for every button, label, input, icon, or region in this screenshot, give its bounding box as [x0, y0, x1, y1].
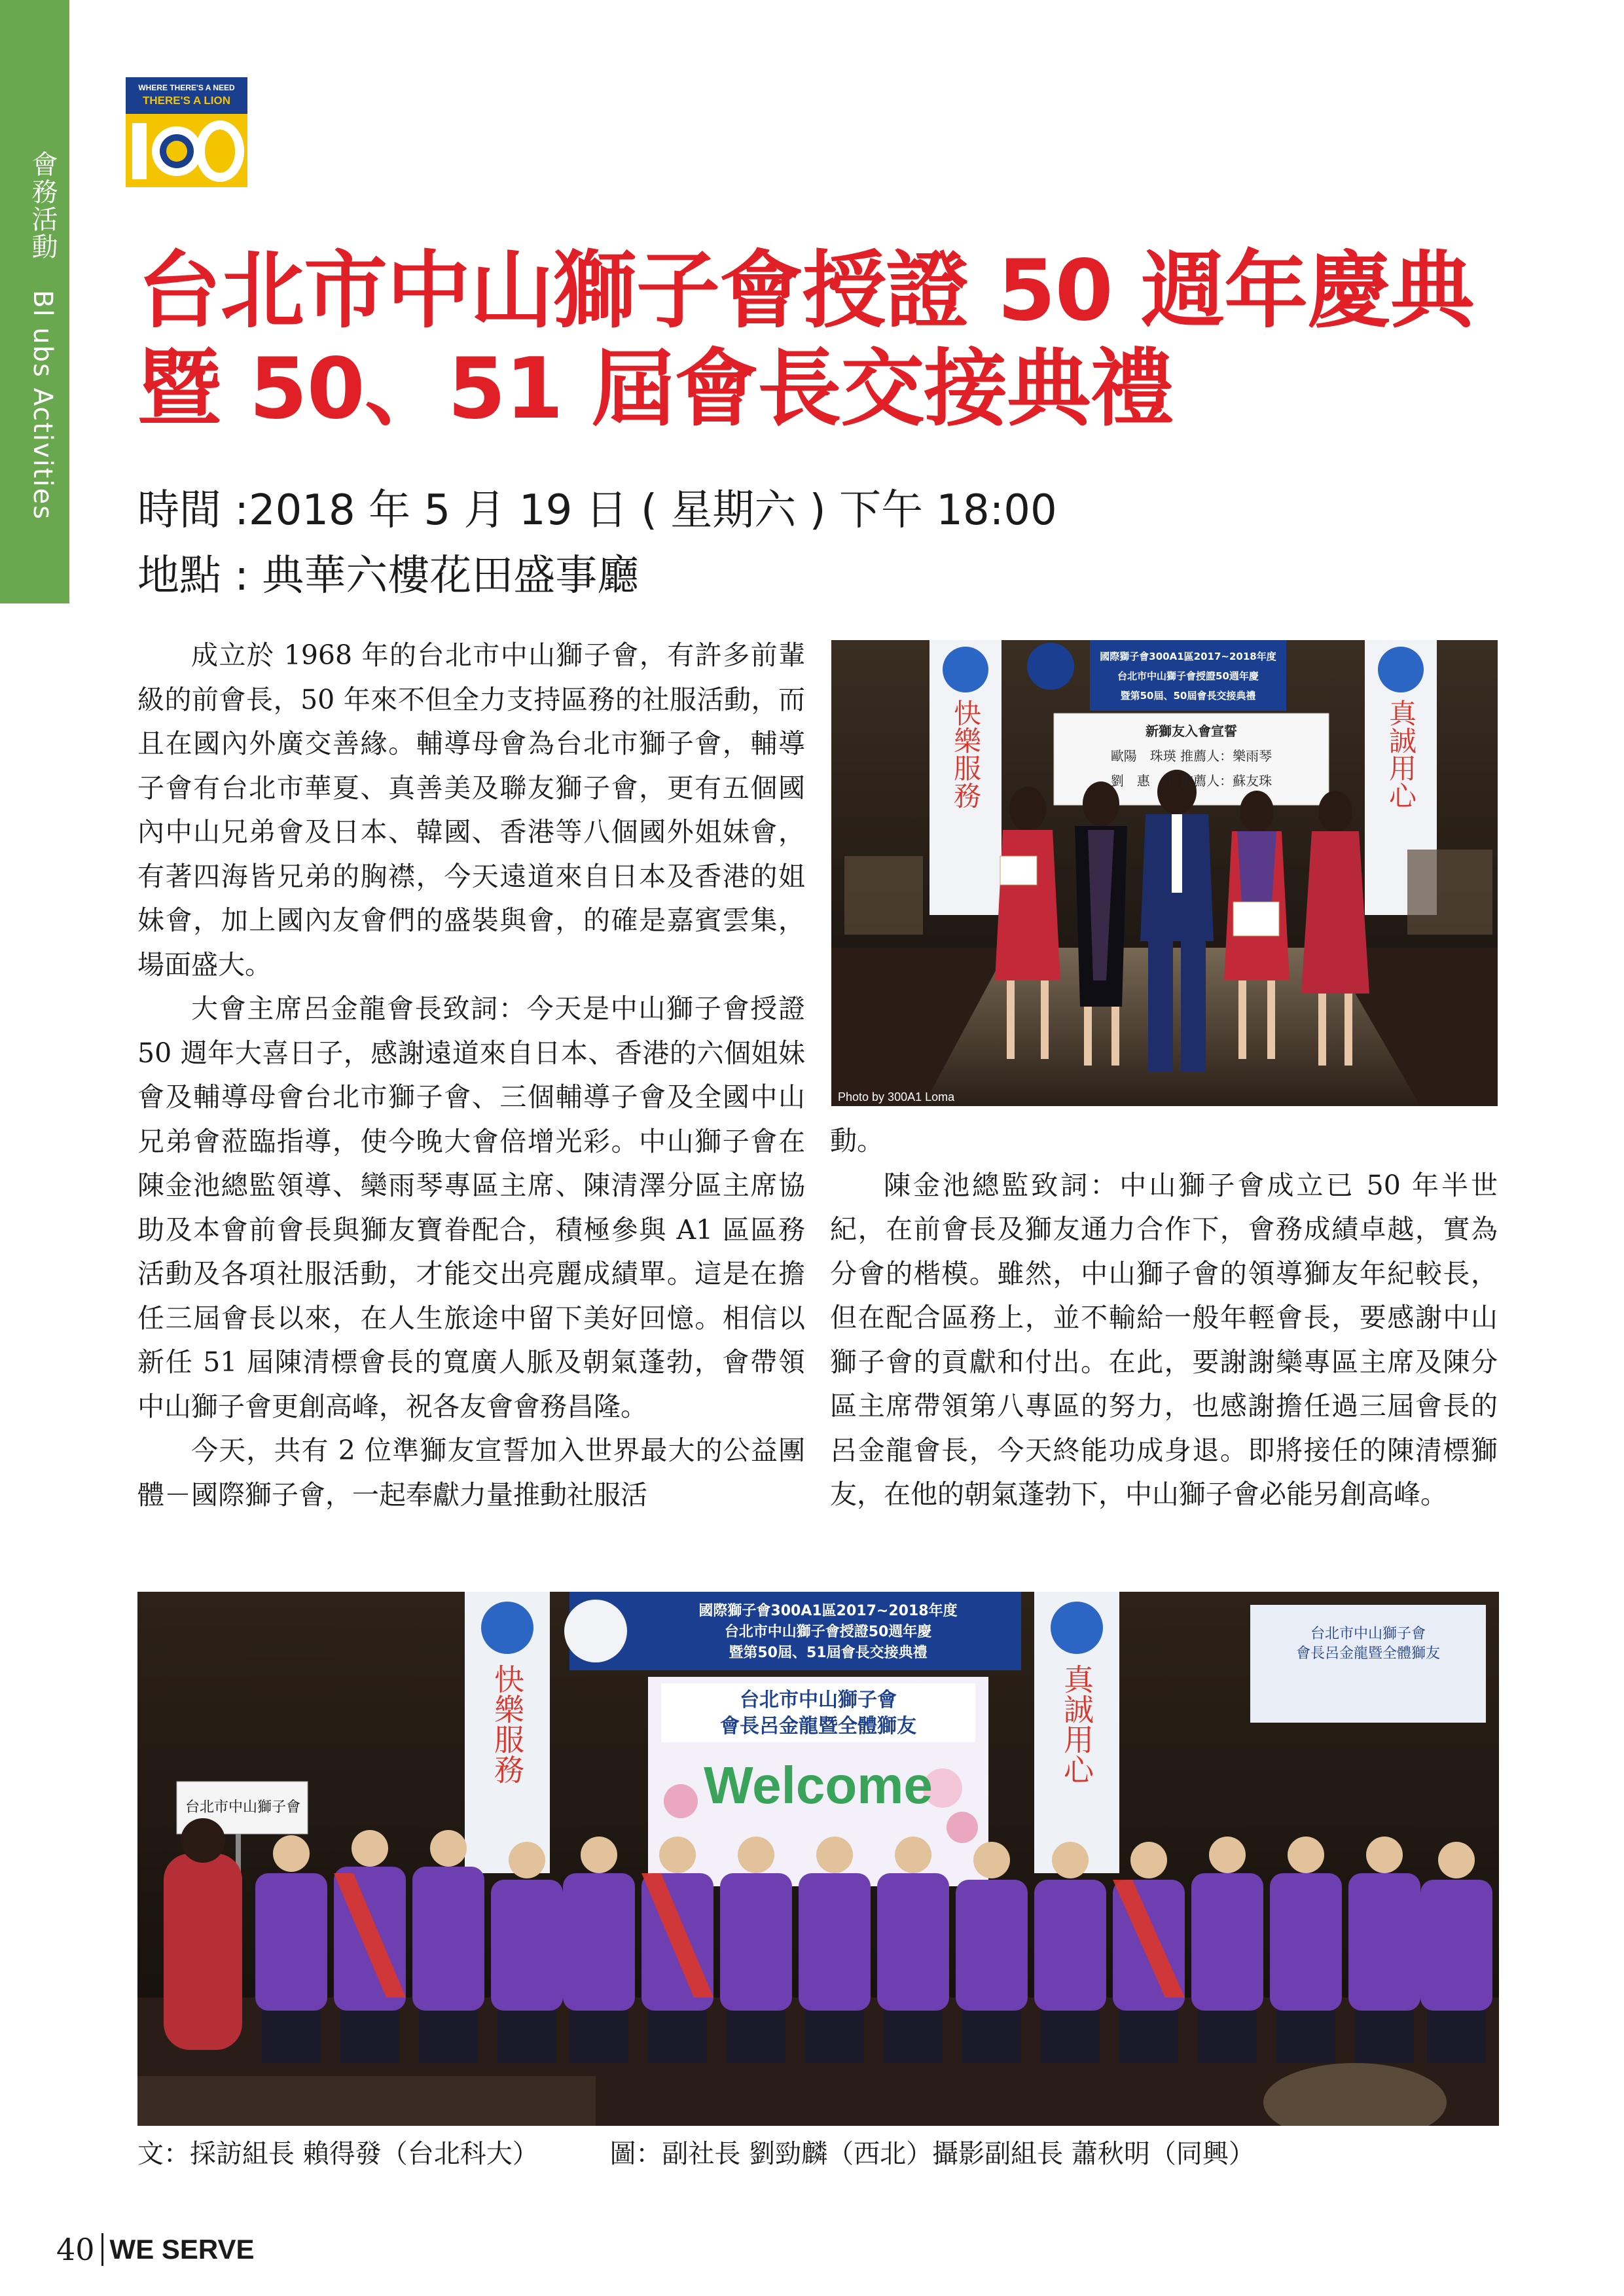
lions-centennial-logo	[126, 77, 247, 187]
photo2-banner-line3: 暨第50屆、51屆會長交接典禮	[729, 1645, 928, 1661]
article-column-right	[830, 1119, 1498, 1517]
photo1-banner-line2: 台北市中山獅子會授證50週年慶	[1117, 670, 1259, 682]
photo1-banner-line3: 暨第50屆、50屆會長交接典禮	[1120, 690, 1256, 702]
paragraph-3-continued: 動。	[830, 1125, 884, 1157]
photo1-left-pillar: 快樂服務	[950, 699, 982, 809]
photo2-welcome: Welcome	[704, 1756, 933, 1814]
page-number: 40	[56, 2232, 95, 2267]
logo-ribbon-line1: WHERE THERE'S A NEED	[138, 83, 235, 92]
photo1-right-pillar: 真誠用心	[1385, 699, 1417, 809]
photo1-sign-row2: 劉 惠 平 推薦人：蘇友珠	[1110, 773, 1272, 789]
logo-ribbon	[126, 77, 247, 114]
photo2-banner-line1: 國際獅子會300A1區2017~2018年度	[698, 1603, 958, 1619]
photo2-left-pillar: 快樂服務	[490, 1664, 525, 1784]
title-line2: 暨 50、51 屆會長交接典禮	[137, 340, 1174, 438]
photo1-credit: Photo by 300A1 Loma	[838, 1090, 955, 1103]
photo2-screen-line1: 台北市中山獅子會	[740, 1689, 897, 1712]
photo-group-members-scene	[137, 1592, 1499, 2126]
article-title	[137, 242, 1525, 439]
section-side-tab	[0, 0, 69, 603]
photo2-right-screen	[1263, 1624, 1473, 1664]
event-meta	[137, 478, 1057, 609]
photo1-sign	[1054, 719, 1329, 793]
footer-divider	[101, 2233, 103, 2266]
photo1-banner	[1090, 647, 1286, 706]
photo1-sign-title: 新獅友入會宣誓	[1146, 723, 1237, 739]
photo2-screen-line2: 會長呂金龍暨全體獅友	[720, 1715, 916, 1738]
caption-text-credit: 文：採訪組長 賴得發（台北科大）	[137, 2139, 539, 2169]
logo-ribbon-line2: THERE'S A LION	[142, 94, 231, 107]
photo-caption	[137, 2138, 1512, 2170]
page-footer	[56, 2232, 255, 2269]
footer-brand: WE SERVE	[109, 2234, 255, 2265]
photo2-banner-line2: 台北市中山獅子會授證50週年慶	[724, 1624, 932, 1640]
lions-100-emblem-icon	[126, 114, 247, 187]
section-label-zh: 會務活動	[27, 151, 58, 260]
photo2-right-screen-line2: 會長呂金龍暨全體獅友	[1295, 1645, 1440, 1662]
event-place: 地點 : 典華六樓花田盛事廳	[137, 552, 640, 600]
photo1-banner-line1: 國際獅子會300A1區2017~2018年度	[1100, 651, 1276, 662]
photo2-banner	[635, 1601, 1021, 1664]
caption-photo-credit: 圖：副社長 劉勁麟（西北）攝影副組長 蕭秋明（同興）	[609, 2139, 1255, 2169]
paragraph-2: 大會主席呂金龍會長致詞：今天是中山獅子會授證 50 週年大喜日子，感謝遠道來自日本、香港的六個姐妹會及輔導母會台北市獅子會、三個輔導子會及全國中山兄弟會蒞臨指導，使今晚大會倍增光彩。中山獅子會在陳金池總監領導、欒雨琴專區主席、陳清澤分區主席協助及本會前會長與獅友寶眷配合，積極參與 A1 區區務活動及各項社服活動，才能交出亮麗成績單。這是在擔任三屆會長以來，在人生旅途中留下美好回憶。相信以新任 51 屆陳清標會長的寬廣人脈及朝氣蓬勃，會帶領中山獅子會更創高峰，祝各友會會務昌隆。	[137, 993, 805, 1422]
photo-new-members-oath	[831, 640, 1498, 1106]
section-label-en: Bl ubs Activities	[27, 289, 58, 520]
event-time: 時間 :2018 年 5 月 19 日 ( 星期六 ) 下午 18:00	[137, 486, 1057, 535]
photo2-screen	[661, 1687, 975, 1740]
photo2-right-screen-line1: 台北市中山獅子會	[1310, 1626, 1426, 1642]
paragraph-3: 今天，共有 2 位準獅友宣誓加入世界最大的公益團體－國際獅子會，一起奉獻力量推動社服活	[137, 1435, 805, 1511]
section-label	[9, 151, 62, 520]
paragraph-1: 成立於 1968 年的台北市中山獅子會，有許多前輩級的前會長，50 年來不但全力支持區務的社服活動，而且在國內外廣交善緣。輔導母會為台北市獅子會，輔導子會有台北市華夏、真善美及聯友獅子會，更有五個國內中山兄弟會及日本、韓國、香港等八個國外姐妹會，有著四海皆兄弟的胸襟，今天遠道來自日本及香港的姐妹會，加上國內友會們的盛裝與會，的確是嘉賓雲集，場面盛大。	[137, 639, 805, 980]
article-column-left	[137, 634, 805, 1517]
photo2-placard: 台北市中山獅子會	[185, 1799, 300, 1816]
title-line1: 台北市中山獅子會授證 50 週年慶典	[137, 242, 1474, 340]
photo1-sign-row1: 歐陽 珠瑛 推薦人：樂雨琴	[1110, 748, 1272, 764]
photo2-right-pillar: 真誠用心	[1059, 1664, 1094, 1784]
photo-group-members	[137, 1592, 1499, 2126]
paragraph-4: 陳金池總監致詞：中山獅子會成立已 50 年半世紀，在前會長及獅友通力合作下，會務成績卓越，實為分會的楷模。雖然，中山獅子會的領導獅友年紀較長，但在配合區務上，並不輸給一般年輕會長，要感謝中山獅子會的貢獻和付出。在此，要謝謝欒專區主席及陳分區主席帶領第八專區的努力，也感謝擔任過三屆會長的呂金龍會長，今天終能功成身退。即將接任的陳清標獅友，在他的朝氣蓬勃下，中山獅子會必能另創高峰。	[830, 1169, 1498, 1510]
